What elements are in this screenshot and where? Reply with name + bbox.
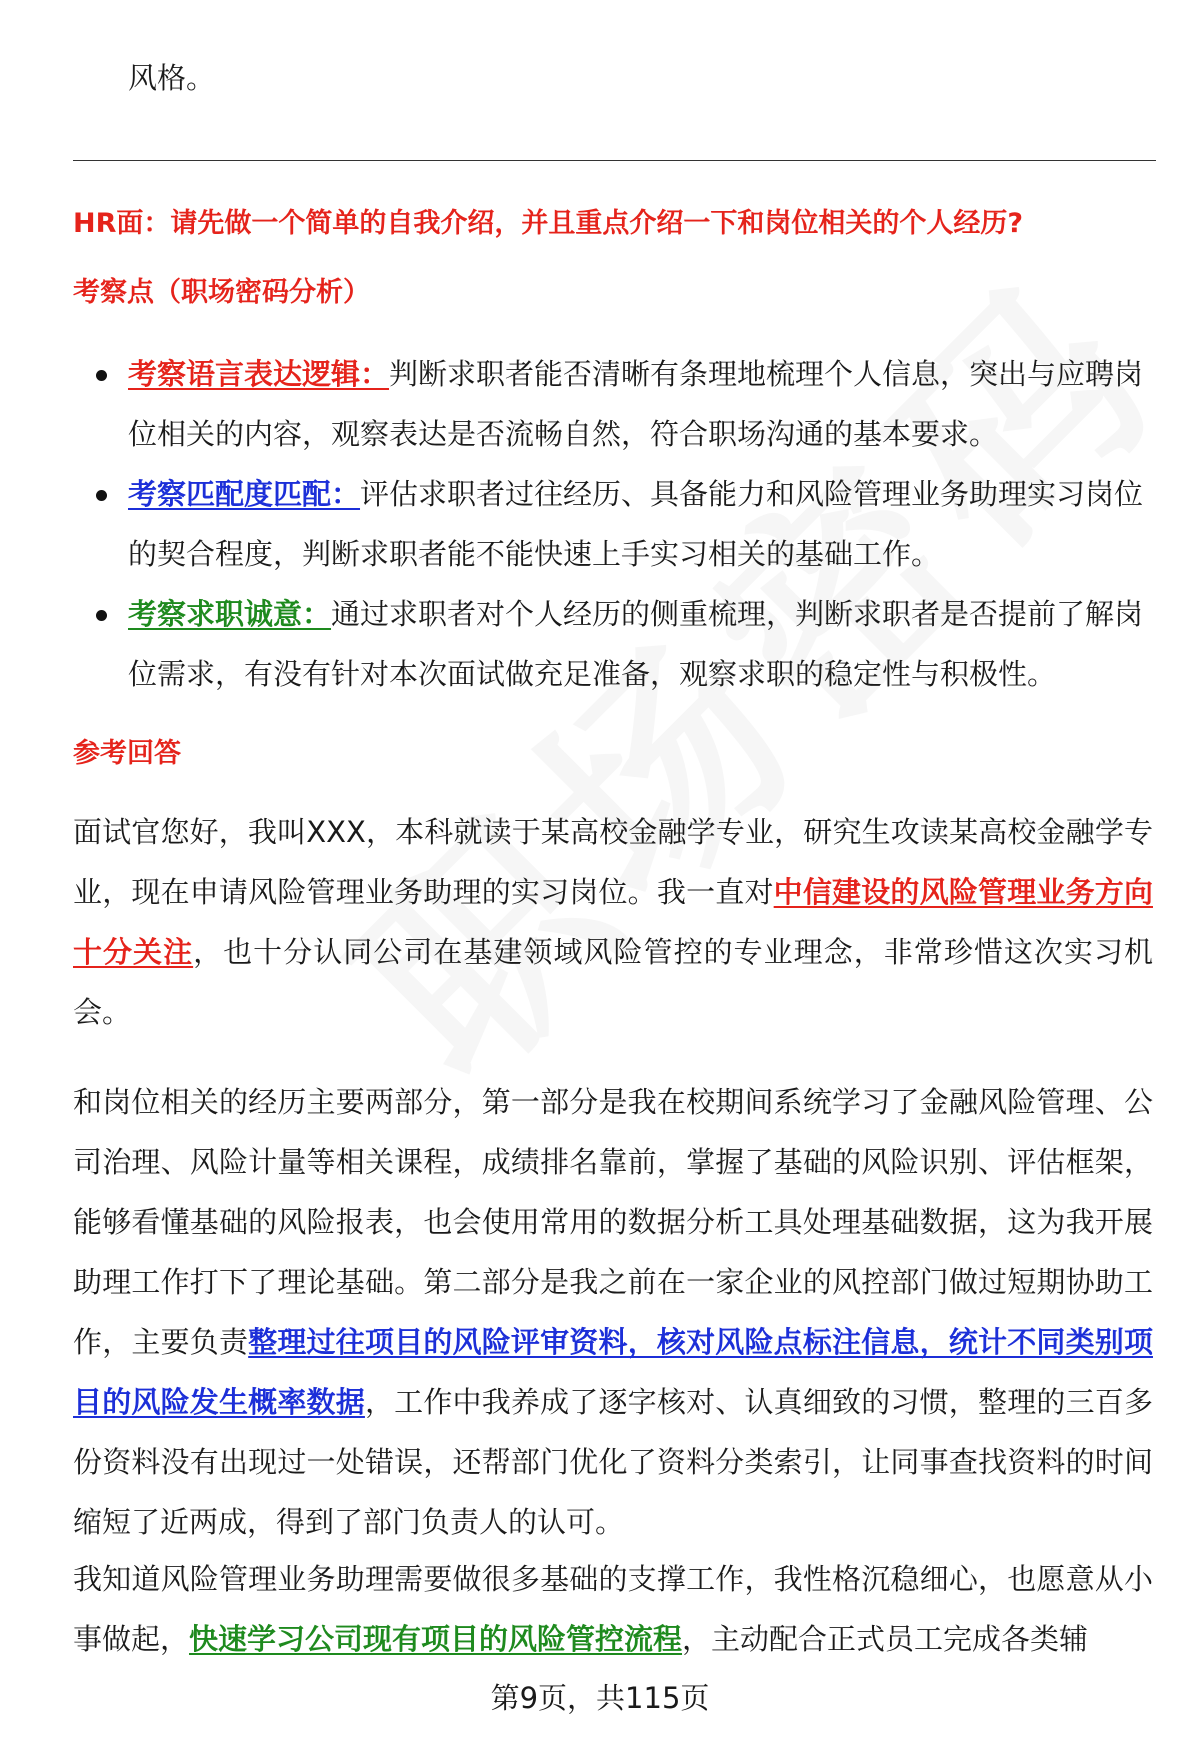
bullet-text: 评估求职者过往经历、具备能力和风险管理业务助理实习岗位的契合程度，判断求职者能不能快速上手实习相关的基础工作。 bbox=[128, 477, 1144, 571]
bullet-text: 判断求职者能否清晰有条理地梳理个人信息，突出与应聘岗位相关的内容，观察表达是否流畅自然，符合职场沟通的基本要求。 bbox=[128, 357, 1144, 451]
answer-paragraph-1 bbox=[73, 802, 1153, 1042]
list-item bbox=[0, 344, 1200, 464]
answer-paragraph-3 bbox=[73, 1549, 1153, 1669]
paragraph-text: 和岗位相关的经历主要两部分，第一部分是我在校期间系统学习了金融风险管理、公司治理、风险计量等相关课程，成绩排名靠前，掌握了基础的风险识别、评估框架，能够看懂基础的风险报表，也会使用常用的数据分析工具处理基础数据，这为我开展助理工作打下了理论基础。第二部分是我之前在一家企业的风控部门做过短期协助工作，主要负责 bbox=[73, 1085, 1153, 1359]
paragraph-text: 我知道风险管理业务助理需要做很多基础的支撑工作，我性格沉稳细心，也愿意从小事做起， bbox=[73, 1562, 1153, 1656]
highlight-green: 快速学习公司现有项目的风险管控流程 bbox=[189, 1622, 683, 1656]
continued-text: 风格。 bbox=[128, 61, 216, 95]
bullet-icon bbox=[96, 490, 107, 501]
paragraph-text: ，主动配合正式员工完成各类辅 bbox=[682, 1622, 1089, 1656]
analysis-list bbox=[0, 344, 1200, 704]
page-number: 第9页，共115页 bbox=[490, 1681, 710, 1715]
paragraph-text: 面试官您好，我叫XXX，本科就读于某高校金融学专业，研究生攻读某高校金融学专业，现在申请风险管理业务助理的实习岗位。我一直对 bbox=[73, 815, 1153, 909]
bullet-label-language: 考察语言表达逻辑： bbox=[128, 357, 390, 391]
highlight-red: 中信建设的风险管理业务方向十分关注 bbox=[73, 875, 1153, 969]
answer-paragraph-2 bbox=[73, 1072, 1153, 1552]
bullet-text: 通过求职者对个人经历的侧重梳理，判断求职者是否提前了解岗位需求，有没有针对本次面试做充足准备，观察求职的稳定性与积极性。 bbox=[128, 597, 1144, 691]
bullet-icon bbox=[96, 370, 107, 381]
divider bbox=[73, 160, 1156, 161]
bullet-label-sincerity: 考察求职诚意： bbox=[128, 597, 332, 631]
bullet-icon bbox=[96, 610, 107, 621]
answer-heading: 参考回答 bbox=[73, 738, 181, 769]
paragraph-text: ，工作中我养成了逐字核对、认真细致的习惯，整理的三百多份资料没有出现过一处错误，还帮部门优化了资料分类索引，让同事查找资料的时间缩短了近两成，得到了部门负责人的认可。 bbox=[73, 1385, 1153, 1539]
question-heading: HR面：请先做一个简单的自我介绍，并且重点介绍一下和岗位相关的个人经历? bbox=[73, 208, 1024, 239]
highlight-blue: 整理过往项目的风险评审资料，核对风险点标注信息，统计不同类别项目的风险发生概率数据 bbox=[73, 1325, 1153, 1419]
analysis-heading: 考察点（职场密码分析） bbox=[73, 277, 370, 308]
paragraph-text: ，也十分认同公司在基建领域风险管控的专业理念，非常珍惜这次实习机会。 bbox=[73, 935, 1153, 1029]
list-item bbox=[0, 584, 1200, 704]
list-item bbox=[0, 464, 1200, 584]
bullet-label-match: 考察匹配度匹配： bbox=[128, 477, 361, 511]
